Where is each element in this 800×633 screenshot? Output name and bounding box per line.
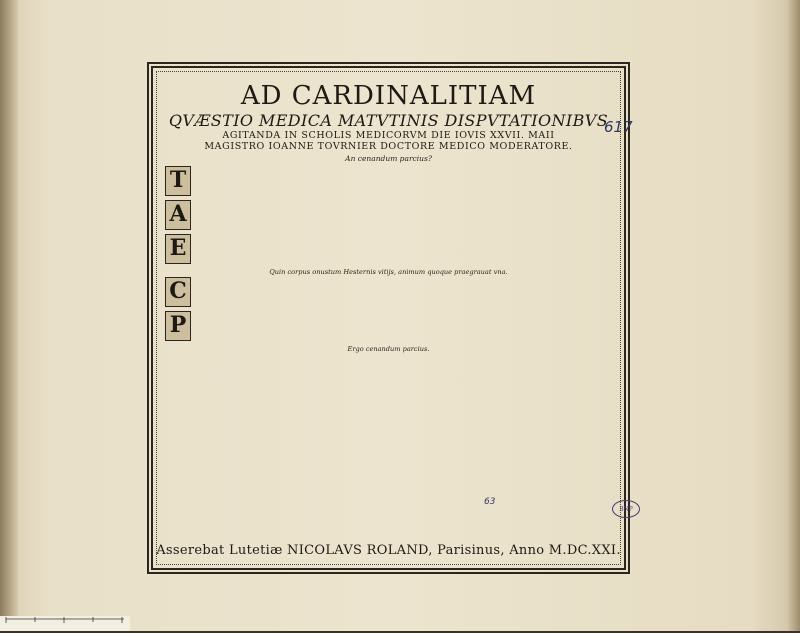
paragraph-4 bbox=[165, 277, 612, 307]
page-edge-shadow bbox=[786, 0, 800, 631]
paragraph-text bbox=[195, 311, 612, 341]
dropcap-3: E bbox=[165, 234, 191, 264]
ruler-icon bbox=[0, 616, 130, 631]
paragraph-2 bbox=[165, 200, 612, 230]
library-stamp: BNP bbox=[612, 500, 640, 518]
handwritten-folio-number: 617 bbox=[604, 118, 633, 136]
title-line-2: QVÆSTIO MEDICA MATVTINIS DISPVTATIONIBVS bbox=[168, 111, 609, 130]
dropcap-5: P bbox=[165, 311, 191, 341]
paragraph-1 bbox=[165, 166, 612, 196]
paragraph-text bbox=[195, 166, 612, 196]
scan-ruler bbox=[0, 616, 130, 631]
paragraph-text bbox=[195, 234, 612, 264]
closing-line: Ergo cenandum parcius. bbox=[347, 345, 430, 353]
handwritten-page-number: 63 bbox=[484, 497, 496, 507]
question-subtitle: An cenandum parcius? bbox=[345, 154, 432, 163]
footer-imprint: Asserebat Lutetiæ NICOLAVS ROLAND, Parisinus, Anno M.DC.XXI. bbox=[156, 542, 621, 558]
gutter-shadow bbox=[0, 0, 18, 631]
mid-italic-line: Quin corpus onustum Hesternis vitijs, animum quoque praegrauat vna. bbox=[269, 268, 508, 276]
dropcap-2: A bbox=[165, 200, 191, 230]
decorative-border bbox=[147, 62, 630, 574]
paragraph-text bbox=[195, 200, 612, 230]
dropcap-4: C bbox=[165, 277, 191, 307]
paragraph-text bbox=[195, 277, 612, 307]
paragraph-5 bbox=[165, 311, 612, 341]
title-line-3: AGITANDA IN SCHOLIS MEDICORVM DIE IOVIS XXVII. MAII bbox=[222, 130, 555, 141]
paragraph-3 bbox=[165, 234, 612, 264]
dropcap-1: T bbox=[165, 166, 191, 196]
title-line-4: MAGISTRO IOANNE TOVRNIER DOCTORE MEDICO MODERATORE. bbox=[204, 141, 573, 152]
title-line-1: AD CARDINALITIAM bbox=[240, 81, 537, 111]
